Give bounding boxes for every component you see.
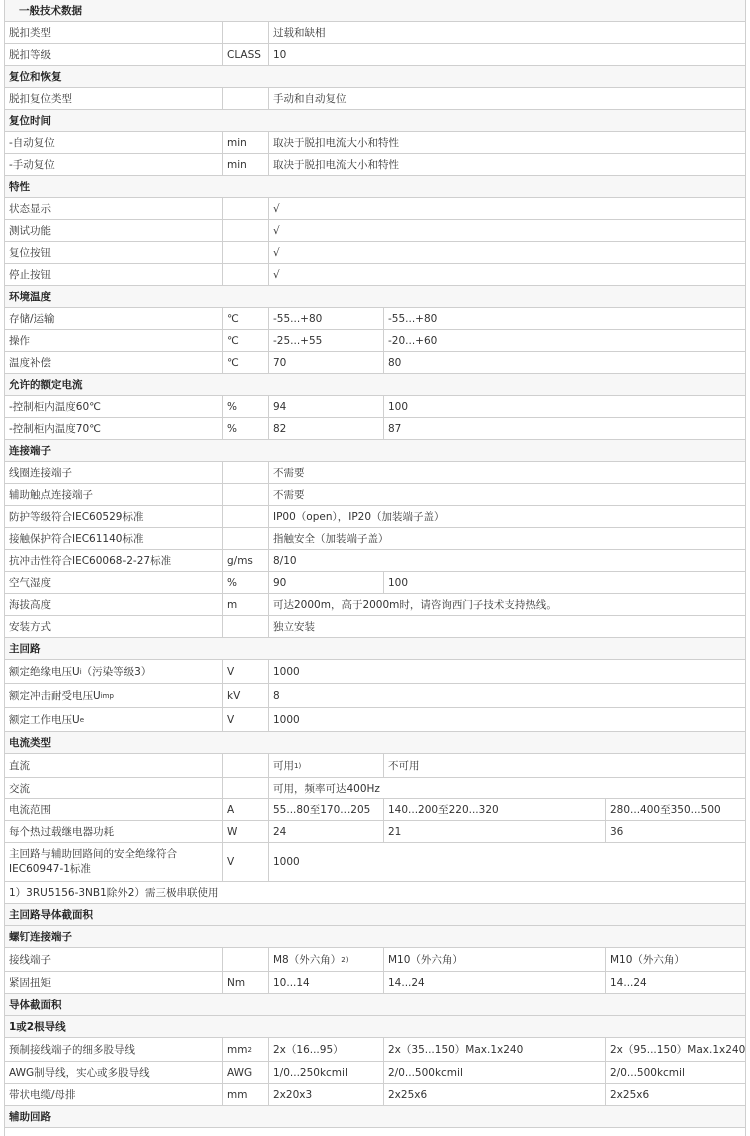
param-unit: AWG bbox=[222, 1062, 268, 1083]
param-unit: % bbox=[222, 396, 268, 417]
table-row bbox=[5, 843, 745, 882]
param-value: 100 bbox=[383, 396, 745, 417]
table-row bbox=[5, 308, 745, 330]
section-header-row bbox=[5, 440, 745, 462]
param-value: -55...+80 bbox=[268, 308, 383, 329]
param-unit: V bbox=[222, 843, 268, 881]
param-label: 紧固扭矩 bbox=[9, 977, 51, 989]
param-value: 不需要 bbox=[268, 484, 745, 505]
param-value: 24 bbox=[268, 821, 383, 842]
param-label: 电流范围 bbox=[9, 804, 51, 816]
section-header-row bbox=[5, 904, 745, 926]
section-header-row bbox=[5, 926, 745, 948]
param-label: -控制柜内温度70℃ bbox=[9, 423, 101, 435]
table-row bbox=[5, 572, 745, 594]
param-value: 10 bbox=[268, 44, 745, 65]
section-header-row bbox=[5, 1016, 745, 1038]
param-value: 140...200至220...320 bbox=[383, 799, 605, 820]
param-value: 不可用 bbox=[383, 754, 745, 777]
param-unit: ℃ bbox=[222, 352, 268, 373]
param-label: 停止按钮 bbox=[9, 269, 51, 281]
param-unit bbox=[222, 88, 268, 109]
param-unit bbox=[222, 754, 268, 777]
table-row bbox=[5, 778, 745, 799]
param-unit bbox=[222, 484, 268, 505]
param-value: 14...24 bbox=[383, 972, 605, 993]
param-value: √ bbox=[268, 198, 745, 219]
section-header-row bbox=[5, 994, 745, 1016]
param-value: 1000 bbox=[268, 708, 745, 731]
param-unit: % bbox=[222, 418, 268, 439]
param-unit bbox=[222, 528, 268, 549]
param-unit: ℃ bbox=[222, 330, 268, 351]
param-unit: mm 2 bbox=[222, 1038, 268, 1061]
param-unit: V bbox=[222, 708, 268, 731]
param-unit: W bbox=[222, 821, 268, 842]
param-value: 21 bbox=[383, 821, 605, 842]
section-title: 主回路导体截面积 bbox=[9, 909, 93, 921]
section-title: 复位和恢复 bbox=[9, 71, 62, 83]
table-row bbox=[5, 948, 745, 972]
param-label: 脱扣复位类型 bbox=[9, 93, 72, 105]
param-value: 94 bbox=[268, 396, 383, 417]
param-unit: kV bbox=[222, 684, 268, 707]
table-row bbox=[5, 708, 745, 732]
param-value: 取决于脱扣电流大小和特性 bbox=[268, 154, 745, 175]
param-value: 可用 1) bbox=[268, 754, 383, 777]
param-value: 36 bbox=[605, 821, 745, 842]
section-title: 导体截面积 bbox=[9, 999, 62, 1011]
param-value: 8 bbox=[268, 684, 745, 707]
param-label: 抗冲击性符合IEC60068-2-27标准 bbox=[9, 555, 172, 567]
table-row bbox=[5, 220, 745, 242]
table-row bbox=[5, 594, 745, 616]
param-label: 额定冲击耐受电压U imp bbox=[9, 690, 114, 702]
param-value: IP00（open），IP20（加装端子盖） bbox=[268, 506, 745, 527]
param-value: 100 bbox=[383, 572, 745, 593]
param-label: 脱扣等级 bbox=[9, 49, 51, 61]
table-row bbox=[5, 506, 745, 528]
table-row bbox=[5, 330, 745, 352]
param-value: M8（外六角） 2) bbox=[268, 948, 383, 971]
table-row bbox=[5, 198, 745, 220]
param-unit bbox=[222, 948, 268, 971]
param-value: 1000 bbox=[268, 843, 745, 881]
param-value: 80 bbox=[383, 352, 745, 373]
param-label: 线圈连接端子 bbox=[9, 467, 72, 479]
param-value: M10（外六角） bbox=[605, 948, 745, 971]
param-value: 90 bbox=[268, 572, 383, 593]
param-label: 每个热过载继电器功耗 bbox=[9, 826, 114, 838]
param-label: 安装方式 bbox=[9, 621, 51, 633]
section-title: 辅助回路 bbox=[9, 1111, 51, 1123]
param-value: √ bbox=[268, 264, 745, 285]
section-header-row bbox=[5, 286, 745, 308]
param-value: 55...80至170...205 bbox=[268, 799, 383, 820]
table-row bbox=[5, 396, 745, 418]
param-label: -自动复位 bbox=[9, 137, 55, 149]
section-header-row bbox=[5, 374, 745, 396]
param-label: 额定绝缘电压U i （污染等级3） bbox=[9, 666, 152, 678]
param-unit bbox=[222, 22, 268, 43]
table-row bbox=[5, 44, 745, 66]
section-title: 复位时间 bbox=[9, 115, 51, 127]
param-unit bbox=[222, 506, 268, 527]
param-value: 2x（16...95） bbox=[268, 1038, 383, 1061]
param-value: 可用，频率可达400Hz bbox=[268, 778, 745, 798]
param-value: 2x（35...150）Max.1x240 bbox=[383, 1038, 605, 1061]
param-value: 2/0...500kcmil bbox=[383, 1062, 605, 1083]
param-unit bbox=[222, 462, 268, 483]
section-header-row bbox=[5, 66, 745, 88]
param-value: √ bbox=[268, 242, 745, 263]
table-row bbox=[5, 528, 745, 550]
param-value: -20...+60 bbox=[383, 330, 745, 351]
table-row bbox=[5, 132, 745, 154]
param-label: 测试功能 bbox=[9, 225, 51, 237]
table-row bbox=[5, 550, 745, 572]
param-value: 不需要 bbox=[268, 462, 745, 483]
table-row bbox=[5, 1084, 745, 1106]
table-row bbox=[5, 660, 745, 684]
param-value: -25...+55 bbox=[268, 330, 383, 351]
section-header-row bbox=[5, 110, 745, 132]
param-unit: min bbox=[222, 132, 268, 153]
param-unit bbox=[222, 616, 268, 637]
table-row bbox=[5, 616, 745, 638]
param-label: 操作 bbox=[9, 335, 30, 347]
param-value: 可达2000m，高于2000m时，请咨询西门子技术支持热线。 bbox=[268, 594, 745, 615]
table-row bbox=[5, 684, 745, 708]
param-label: -控制柜内温度60℃ bbox=[9, 401, 101, 413]
param-label: 温度补偿 bbox=[9, 357, 51, 369]
section-title: 1或2根导线 bbox=[9, 1021, 66, 1033]
param-value: 87 bbox=[383, 418, 745, 439]
table-row bbox=[5, 154, 745, 176]
param-label: 脱扣类型 bbox=[9, 27, 51, 39]
param-label: 直流 bbox=[9, 760, 30, 772]
param-value: 70 bbox=[268, 352, 383, 373]
param-label: 额定工作电压U e bbox=[9, 714, 84, 726]
param-value: 2x25x6 bbox=[383, 1084, 605, 1105]
param-value: 10...14 bbox=[268, 972, 383, 993]
footnote-row bbox=[5, 882, 745, 904]
section-header-row bbox=[5, 176, 745, 198]
section-header-row bbox=[5, 638, 745, 660]
param-label: AWG制导线，实心或多股导线 bbox=[9, 1067, 150, 1079]
param-label: 复位按钮 bbox=[9, 247, 51, 259]
section-title: 连接端子 bbox=[9, 445, 51, 457]
param-label: 海拔高度 bbox=[9, 599, 51, 611]
section-header-row bbox=[5, 1106, 745, 1128]
section-header-row bbox=[5, 0, 745, 22]
param-value: 2x25x6 bbox=[605, 1084, 745, 1105]
table-row bbox=[5, 418, 745, 440]
param-unit bbox=[222, 220, 268, 241]
section-title: 螺钉连接端子 bbox=[9, 931, 72, 943]
table-row bbox=[5, 821, 745, 843]
param-unit: g/ms bbox=[222, 550, 268, 571]
param-label: 带状电缆/母排 bbox=[9, 1089, 76, 1101]
table-row bbox=[5, 754, 745, 778]
table-row bbox=[5, 799, 745, 821]
param-label: 防护等级符合IEC60529标准 bbox=[9, 511, 144, 523]
section-title: 主回路 bbox=[9, 643, 41, 655]
param-label: 接触保护符合IEC61140标准 bbox=[9, 533, 144, 545]
param-value: 1/0...250kcmil bbox=[268, 1062, 383, 1083]
spec-table bbox=[4, 0, 746, 1136]
param-value: M10（外六角） bbox=[383, 948, 605, 971]
param-value: 手动和自动复位 bbox=[268, 88, 745, 109]
param-label: 主回路与辅助回路间的安全绝缘符合IEC60947-1标准 bbox=[9, 848, 177, 875]
param-unit bbox=[222, 264, 268, 285]
footnote-text: 1）3RU5156-3NB1除外2）需三极串联使用 bbox=[9, 887, 219, 899]
param-unit: ℃ bbox=[222, 308, 268, 329]
param-value: 独立安装 bbox=[268, 616, 745, 637]
section-title: 允许的额定电流 bbox=[9, 379, 83, 391]
param-label: 状态显示 bbox=[9, 203, 51, 215]
table-row bbox=[5, 352, 745, 374]
table-row bbox=[5, 242, 745, 264]
section-title: 电流类型 bbox=[9, 737, 51, 749]
param-unit: A bbox=[222, 799, 268, 820]
param-value: 1000 bbox=[268, 660, 745, 683]
param-unit bbox=[222, 778, 268, 798]
param-value: 14...24 bbox=[605, 972, 745, 993]
param-value: 过载和缺相 bbox=[268, 22, 745, 43]
section-title: 一般技术数据 bbox=[19, 5, 82, 17]
param-value: 2x（95...150）Max.1x240 bbox=[605, 1038, 745, 1061]
param-value: 280...400至350...500 bbox=[605, 799, 745, 820]
param-unit: CLASS bbox=[222, 44, 268, 65]
table-row bbox=[5, 484, 745, 506]
param-label: 预制接线端子的细多股导线 bbox=[9, 1044, 135, 1056]
table-row bbox=[5, 22, 745, 44]
param-unit: m bbox=[222, 594, 268, 615]
param-value: √ bbox=[268, 220, 745, 241]
param-label: 接线端子 bbox=[9, 954, 51, 966]
param-unit bbox=[222, 242, 268, 263]
section-title: 特性 bbox=[9, 181, 30, 193]
param-unit: mm bbox=[222, 1084, 268, 1105]
param-value: 指触安全（加装端子盖） bbox=[268, 528, 745, 549]
param-value: 2x20x3 bbox=[268, 1084, 383, 1105]
param-value: 8/10 bbox=[268, 550, 745, 571]
section-title: 环境温度 bbox=[9, 291, 51, 303]
table-row bbox=[5, 462, 745, 484]
param-label: -手动复位 bbox=[9, 159, 55, 171]
param-unit: V bbox=[222, 660, 268, 683]
table-row bbox=[5, 972, 745, 994]
param-unit: % bbox=[222, 572, 268, 593]
table-row bbox=[5, 1062, 745, 1084]
section-header-row bbox=[5, 732, 745, 754]
param-value: -55...+80 bbox=[383, 308, 745, 329]
param-label: 辅助触点连接端子 bbox=[9, 489, 93, 501]
param-label: 存储/运输 bbox=[9, 313, 55, 325]
param-label: 交流 bbox=[9, 782, 30, 795]
param-unit: min bbox=[222, 154, 268, 175]
param-unit: Nm bbox=[222, 972, 268, 993]
table-row bbox=[5, 264, 745, 286]
param-unit bbox=[222, 198, 268, 219]
table-row bbox=[5, 1038, 745, 1062]
param-value: 82 bbox=[268, 418, 383, 439]
table-row bbox=[5, 88, 745, 110]
param-value: 取决于脱扣电流大小和特性 bbox=[268, 132, 745, 153]
param-label: 空气湿度 bbox=[9, 577, 51, 589]
param-value: 2/0...500kcmil bbox=[605, 1062, 745, 1083]
